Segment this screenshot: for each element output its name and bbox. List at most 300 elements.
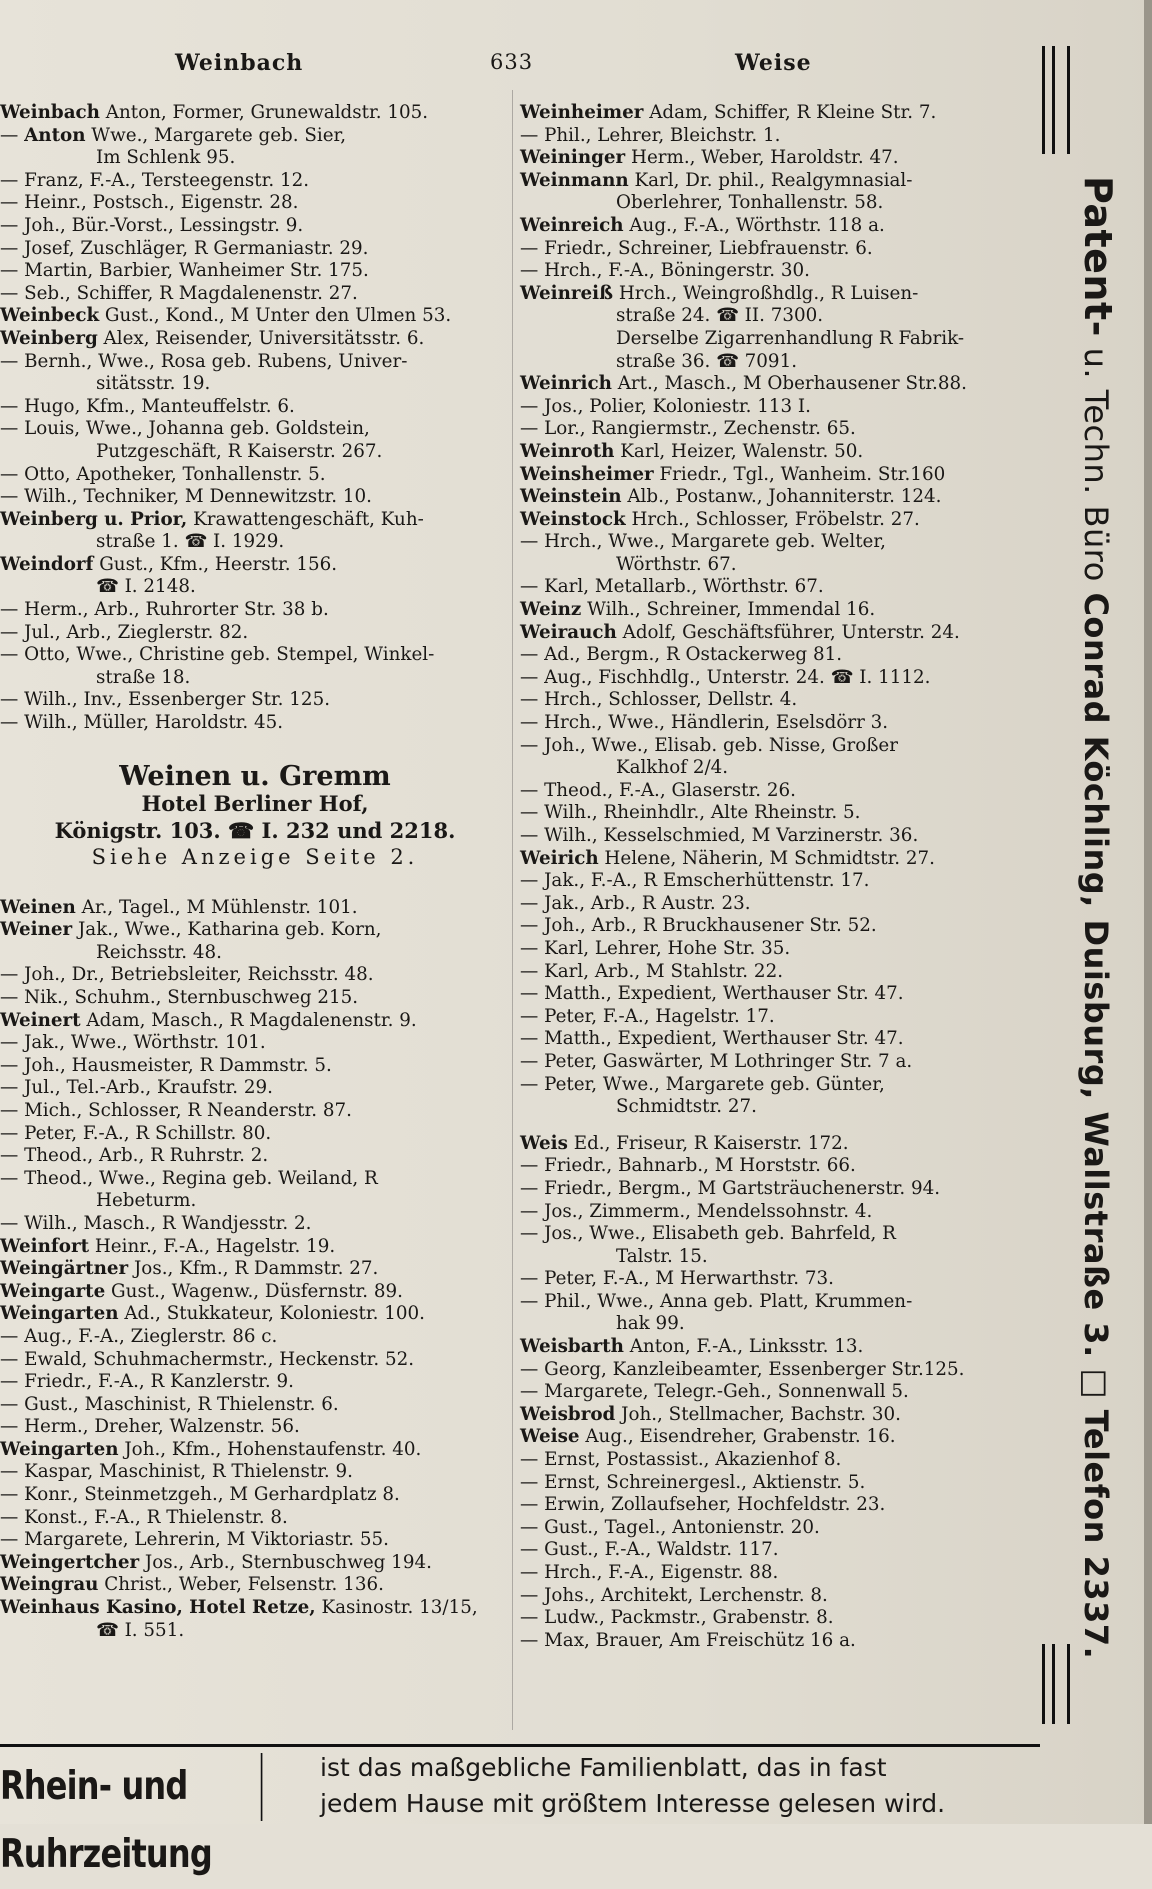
entry-dash: — [520,395,545,417]
entry-details: Wilh., Inv., Essenberger Str. 125. [24,689,331,711]
entry-dash: — [0,124,25,146]
entry-details: Karl, Heizer, Walenstr. 50. [614,440,864,462]
entry-surname: Weirauch [520,621,617,643]
directory-entry [520,351,1030,374]
entry-details: Ar., Tagel., M Mühlenstr. 101. [75,896,358,918]
entry-details: Alex, Reisender, Universitätsstr. 6. [97,327,425,349]
directory-entry [520,283,1030,306]
directory-entry [0,351,510,374]
entry-details: straße 18. [96,666,191,688]
directory-entry [0,1371,510,1394]
directory-entry [520,1051,1030,1074]
directory-entry [0,418,510,441]
entry-details: Margarete, Telegr.-Geh., Sonnenwall 5. [544,1381,909,1403]
entry-details: Kalkhof 2/4. [616,757,729,779]
side-ad-phone: Telefon 2337. [1077,1409,1115,1660]
entry-details: Adolf, Geschäftsführer, Unterstr. 24. [616,621,960,643]
entry-dash: — [520,1050,545,1072]
directory-entry [520,848,1030,871]
entry-details: Jos., Kfm., R Dammstr. 27. [128,1258,379,1280]
entry-dash: — [520,124,545,146]
entry-details: Talstr. 15. [616,1245,708,1267]
entry-dash: — [0,1416,25,1438]
directory-entry [0,1529,510,1552]
entry-dash: — [520,892,545,914]
entry-dash: — [520,1607,545,1629]
entry-details: Herm., Weber, Haroldstr. 47. [625,147,899,169]
entry-dash: — [520,1200,545,1222]
entry-details: Wilh., Schreiner, Immendal 16. [581,599,876,621]
entry-details: Putzgeschäft, R Kaiserstr. 267. [96,440,383,462]
entry-surname: Weingrau [0,1574,99,1596]
entry-dash: — [520,870,545,892]
entry-details: Joh., Arb., R Bruckhausener Str. 52. [544,915,877,937]
left-column [0,102,510,1642]
directory-entry [520,215,1030,238]
entry-details: Konst., F.-A., R Thielenstr. 8. [24,1506,288,1528]
directory-entry [0,1236,510,1259]
entry-dash: — [0,260,25,282]
entry-details: Joh., Kfm., Hohenstaufenstr. 40. [118,1438,422,1460]
ad-reference: Siehe Anzeige Seite 2. [91,844,419,869]
directory-entry [520,961,1030,984]
entry-details: Friedr., Tgl., Wanheim. Str.160 [653,463,946,485]
entry-dash: — [0,1325,25,1347]
entry-details: Karl, Lehrer, Hohe Str. 35. [544,937,791,959]
left-entry-list [0,102,510,735]
directory-entry [0,1055,510,1078]
directory-entry [0,919,510,942]
directory-entry [0,1574,510,1597]
entry-dash: — [520,1539,545,1561]
entry-dash: — [0,712,25,734]
directory-entry [520,1585,1030,1608]
directory-entry [520,667,1030,690]
entry-dash: — [520,1155,545,1177]
directory-entry [520,328,1030,351]
side-ad-techn: u. Techn. Büro [1077,336,1115,593]
directory-entry [0,1461,510,1484]
entry-details: Bernh., Wwe., Rosa geb. Rubens, Univer- [24,350,408,372]
middle-entry-list [520,102,1030,1652]
entry-details: Karl, Metallarb., Wörthstr. 67. [544,576,824,598]
entry-details: Adam, Schiffer, R Kleine Str. 7. [643,102,937,123]
entry-dash: — [520,1005,545,1027]
entry-dash: — [0,1506,25,1528]
directory-entry [520,893,1030,916]
entry-dash: — [0,350,25,372]
entry-dash: — [0,987,25,1008]
entry-details: Anton, F.-A., Linksstr. 13. [623,1336,864,1358]
entry-surname: Weinstock [520,508,626,530]
entry-details: Franz, F.-A., Tersteegenstr. 12. [24,169,310,191]
entry-dash: — [520,1471,545,1493]
entry-details: Louis, Wwe., Johanna geb. Goldstein, [24,418,370,440]
directory-entry [520,441,1030,464]
directory-entry [0,215,510,238]
entry-details: Heinr., F.-A., Hagelstr. 19. [89,1235,336,1257]
entry-details: straße 1. ☎ I. 1929. [96,531,285,553]
directory-entry [520,689,1030,712]
entry-dash: — [0,395,25,417]
directory-entry [0,1349,510,1372]
entry-details: Art., Masch., M Oberhausener Str.88. [611,373,967,395]
entry-dash: — [520,960,545,982]
ornament-bars-top [1042,46,1070,154]
entry-details: Herm., Arb., Ruhrorter Str. 38 b. [24,599,329,621]
entry-details: Jos., Arb., Sternbuschweg 194. [139,1551,432,1573]
directory-entry [0,1168,510,1191]
entry-surname: Weinbeck [0,305,100,327]
directory-entry [520,1336,1030,1359]
entry-surname: Weinberg [0,327,98,349]
entry-details: Aug., Eisendreher, Grabenstr. 16. [579,1426,896,1448]
directory-entry [520,1246,1030,1269]
entry-dash: — [0,1054,25,1076]
entry-details: Gust., F.-A., Waldstr. 117. [544,1539,779,1561]
entry-details: Peter, Gaswärter, M Lothringer Str. 7 a. [544,1050,913,1072]
directory-entry [0,554,510,577]
directory-entry [0,1032,510,1055]
directory-entry [520,1074,1030,1097]
entry-dash: — [0,599,25,621]
directory-entry [0,1281,510,1304]
entry-surname: Weisbrod [520,1403,616,1425]
directory-entry [520,1155,1030,1178]
directory-entry [520,735,1030,758]
directory-entry [0,712,510,735]
entry-gap [520,1119,1030,1133]
entry-details: Hrch., Weingroßhdlg., R Luisen- [613,282,919,304]
entry-dash: — [520,1629,545,1651]
entry-details: Ernst, Schreinergesl., Aktienstr. 5. [544,1471,866,1493]
entry-details: Aug., Fischhdlg., Unterstr. 24. ☎ I. 1112. [544,666,931,688]
entry-dash: — [520,1177,545,1199]
entry-dash: — [520,1494,545,1516]
side-advertisement [1032,46,1144,1726]
entry-dash: — [520,1073,545,1095]
entry-surname: Anton [24,124,86,146]
entry-details: Jos., Zimmerm., Mendelssohnstr. 4. [544,1200,873,1222]
directory-entry [520,238,1030,261]
directory-entry [0,531,510,554]
entry-details: Margarete, Lehrerin, M Viktoriastr. 55. [24,1529,389,1551]
directory-entry [520,1096,1030,1119]
side-ad-patent: Patent- [1076,176,1120,337]
entry-details: Konr., Steinmetzgeh., M Gerhardplatz 8. [24,1484,400,1506]
entry-surname: Weingarte [0,1280,106,1302]
directory-entry [520,780,1030,803]
page-header [0,50,1020,84]
directory-entry [520,915,1030,938]
entry-dash: — [0,214,25,236]
directory-entry [0,283,510,306]
entry-details: Christ., Weber, Felsenstr. 136. [98,1574,384,1596]
directory-entry [0,1123,510,1146]
directory-entry [0,1303,510,1326]
header-right-keyword: Weise [735,50,812,76]
entry-dash: — [0,621,25,643]
entry-details: Derselbe Zigarrenhandlung R Fabrik- [616,327,965,349]
entry-surname: Weinroth [520,440,615,462]
entry-details: Friedr., Bergm., M Gartsträuchenerstr. 94. [544,1177,941,1199]
directory-entry [520,1133,1030,1156]
entry-details: Aug., F.-A., Wörthstr. 118 a. [623,214,885,236]
entry-surname: Weinreich [520,214,624,236]
directory-entry [520,1178,1030,1201]
entry-dash: — [520,712,545,734]
entry-surname: Weinrich [520,373,612,395]
directory-entry [0,260,510,283]
directory-entry [520,192,1030,215]
entry-details: Lor., Rangiermstr., Zechenstr. 65. [544,418,856,440]
entry-dash: — [0,1393,25,1415]
entry-dash: — [0,169,25,191]
entry-dash: — [520,937,545,959]
entry-details: Ed., Friseur, R Kaiserstr. 172. [567,1132,849,1154]
entry-details: Joh., Dr., Betriebsleiter, Reichsstr. 48. [24,964,374,986]
entry-details: Ernst, Postassist., Akazienhof 8. [544,1449,842,1471]
directory-entry [520,102,1030,125]
entry-details: Wilh., Masch., R Wandjesstr. 2. [24,1212,312,1234]
entry-details: Reichsstr. 48. [96,941,222,963]
entry-details: Hrch., Schlosser, Dellstr. 4. [544,689,798,711]
directory-entry [520,1472,1030,1495]
directory-entry [520,509,1030,532]
entry-dash: — [520,1290,545,1312]
entry-details: Friedr., Schreiner, Liebfrauenstr. 6. [544,237,873,259]
entry-surname: Weise [520,1426,580,1448]
directory-entry [520,1607,1030,1630]
entry-details: Friedr., F.-A., R Kanzlerstr. 9. [24,1371,294,1393]
entry-surname: Weinbach [0,102,100,123]
entry-details: Krawattengeschäft, Kuh- [187,508,424,530]
entry-details: Jos., Wwe., Elisabeth geb. Bahrfeld, R [544,1223,896,1245]
directory-entry [520,1291,1030,1314]
directory-entry [520,712,1030,735]
entry-dash: — [520,666,545,688]
entry-details: Josef, Zuschläger, R Germaniastr. 29. [24,237,369,259]
directory-entry [0,147,510,170]
directory-entry [520,1381,1030,1404]
entry-details: Gust., Wagenw., Düsfernstr. 89. [105,1280,403,1302]
directory-entry [520,1223,1030,1246]
directory-entry [520,622,1030,645]
directory-entry [0,509,510,532]
entry-details: Joh., Bür.-Vorst., Lessingstr. 9. [24,214,304,236]
entry-dash: — [520,1562,545,1583]
entry-details: Nik., Schuhm., Sternbuschweg 215. [24,987,359,1008]
entry-details: Hrch., F.-A., Böningerstr. 30. [544,260,810,282]
entry-details: straße 36. ☎ 7091. [616,350,798,372]
directory-entry [0,1145,510,1168]
directory-entry [0,1620,510,1643]
middle-column [520,102,1030,1652]
directory-entry [520,1028,1030,1051]
entry-surname: Weingarten [0,1303,119,1325]
directory-entry [0,373,510,396]
entry-surname: Weingärtner [0,1258,129,1280]
entry-details: Hrch., Wwe., Margarete geb. Welter, [544,531,886,553]
entry-surname: Weinsheimer [520,463,654,485]
directory-entry [0,622,510,645]
entry-dash: — [0,237,25,259]
entry-details: Jak., Wwe., Wörthstr. 101. [24,1032,266,1054]
entry-dash: — [0,1461,25,1483]
ad-address: Königstr. 103. ☎ I. 232 und 2218. [54,817,456,843]
entry-details: Kasinostr. 13/15, [315,1597,478,1619]
directory-entry [520,396,1030,419]
entry-dash: — [0,1529,25,1551]
directory-entry [0,576,510,599]
entry-details: Seb., Schiffer, R Magdalenenstr. 27. [24,282,358,304]
entry-dash: — [0,486,25,508]
directory-entry [520,938,1030,961]
ad-title: Weinen u. Gremm [119,760,391,792]
directory-entry [0,1258,510,1281]
directory-entry [0,964,510,987]
entry-surname: Weinstein [520,486,622,508]
directory-entry [520,870,1030,893]
directory-entry [0,396,510,419]
directory-entry [520,464,1030,487]
directory-entry [520,802,1030,825]
directory-entry [520,599,1030,622]
entry-dash: — [0,418,25,440]
entry-details: Matth., Expedient, Werthauser Str. 47. [544,1028,904,1050]
directory-entry [0,1077,510,1100]
directory-entry [520,531,1030,554]
entry-details: Joh., Stellmacher, Bachstr. 30. [615,1403,901,1425]
directory-entry [520,125,1030,148]
entry-dash: — [520,779,545,801]
directory-entry [520,983,1030,1006]
directory-entry [520,576,1030,599]
entry-dash: — [520,689,545,711]
entry-dash: — [520,576,545,598]
entry-dash: — [520,531,545,553]
page-edge [1144,0,1152,1824]
entry-surname: Weinhaus Kasino, Hotel Retze, [0,1597,316,1619]
entry-details: Theod., F.-A., Glaserstr. 26. [544,779,796,801]
entry-details: sitätsstr. 19. [96,373,211,395]
entry-details: Johs., Architekt, Lerchenstr. 8. [544,1584,828,1606]
page-number: 633 [490,50,534,74]
entry-details: Schmidtstr. 27. [616,1096,757,1118]
entry-dash: — [520,260,545,282]
entry-details: Georg, Kanzleibeamter, Essenberger Str.125. [544,1358,965,1380]
directory-entry [0,987,510,1010]
directory-entry [520,1449,1030,1472]
entry-details: Peter, F.-A., Hagelstr. 17. [544,1005,775,1027]
entry-details: Jak., Wwe., Katharina geb. Korn, [72,919,382,941]
entry-details: Joh., Wwe., Elisab. geb. Nisse, Großer [544,734,898,756]
header-left-keyword: Weinbach [175,50,304,76]
entry-details: Max, Brauer, Am Freischütz 16 a. [544,1629,856,1651]
entry-dash: — [520,418,545,440]
bottom-advertisement [0,1744,1040,1877]
entry-surname: Weingertcher [0,1551,140,1573]
directory-entry [520,486,1030,509]
directory-entry [520,1562,1030,1585]
directory-entry [0,1552,510,1575]
entry-dash: — [520,915,545,937]
directory-entry [0,125,510,148]
entry-surname: Weinreiß [520,282,614,304]
entry-dash: — [0,282,25,304]
entry-details: Hrch., F.-A., Eigenstr. 88. [544,1562,779,1583]
entry-details: Friedr., Bahnarb., M Horststr. 66. [544,1155,856,1177]
entry-dash: — [520,1516,545,1538]
directory-entry [520,1517,1030,1540]
entry-details: Kaspar, Maschinist, R Thielenstr. 9. [24,1461,353,1483]
directory-entry [520,644,1030,667]
entry-details: Theod., Wwe., Regina geb. Weiland, R [24,1167,378,1189]
column-divider [512,90,513,1730]
directory-entry [520,757,1030,780]
entry-dash: — [520,237,545,259]
entry-surname: Weininger [520,147,626,169]
directory-entry [0,644,510,667]
entry-details: Herm., Dreher, Walzenstr. 56. [24,1416,300,1438]
bottom-ad-line-1: ist das maßgebliche Familienblatt, das in fast [320,1753,887,1782]
entry-dash: — [520,1449,545,1471]
entry-surname: Weinen [0,896,76,918]
side-ad-text [1076,176,1120,1660]
entry-details: ☎ I. 2148. [96,576,196,598]
entry-details: Wilh., Müller, Haroldstr. 45. [24,712,284,734]
entry-details: Wilh., Techniker, M Dennewitzstr. 10. [24,486,372,508]
entry-details: Wwe., Margarete geb. Sier, [85,124,347,146]
entry-details: Erwin, Zollaufseher, Hochfeldstr. 23. [544,1494,886,1516]
entry-details: Theod., Arb., R Ruhrstr. 2. [24,1145,269,1167]
directory-entry [0,441,510,464]
entry-dash: — [0,1145,25,1167]
entry-dash: — [520,1381,545,1403]
entry-details: Jak., Arb., R Austr. 23. [544,892,751,914]
entry-details: Helene, Näherin, M Schmidtstr. 27. [598,847,935,869]
entry-details: Phil., Lehrer, Bleichstr. 1. [544,124,781,146]
entry-surname: Weinberg u. Prior, [0,508,188,530]
ad-hotel: Hotel Berliner Hof, [141,790,369,816]
directory-entry [520,1359,1030,1382]
directory-entry [0,1416,510,1439]
directory-entry [520,1494,1030,1517]
directory-entry [520,1539,1030,1562]
entry-dash: — [520,1028,545,1050]
entry-dash: — [0,1077,25,1099]
directory-entry [0,1213,510,1236]
directory-entry [0,102,510,125]
directory-entry [520,170,1030,193]
entry-dash: — [0,1167,25,1189]
entry-details: Anton, Former, Grunewaldstr. 105. [99,102,429,123]
entry-details: ☎ I. 551. [96,1619,185,1641]
entry-dash: — [0,1371,25,1393]
entry-details: Ad., Bergm., R Ostackerweg 81. [544,644,843,666]
entry-dash: — [520,1584,545,1606]
entry-surname: Weindorf [0,553,94,575]
entry-details: Jos., Polier, Koloniestr. 113 I. [544,395,811,417]
entry-surname: Weinheimer [520,102,644,123]
directory-entry [520,147,1030,170]
entry-details: Joh., Hausmeister, R Dammstr. 5. [24,1054,332,1076]
side-ad-separator: □ [1077,1357,1115,1410]
entry-details: Hrch., Schlosser, Fröbelstr. 27. [625,508,920,530]
entry-details: Gust., Tagel., Antonienstr. 20. [544,1516,820,1538]
entry-details: Matth., Expedient, Werthauser Str. 47. [544,983,904,1005]
entry-details: Gust., Kfm., Heerstr. 156. [93,553,338,575]
